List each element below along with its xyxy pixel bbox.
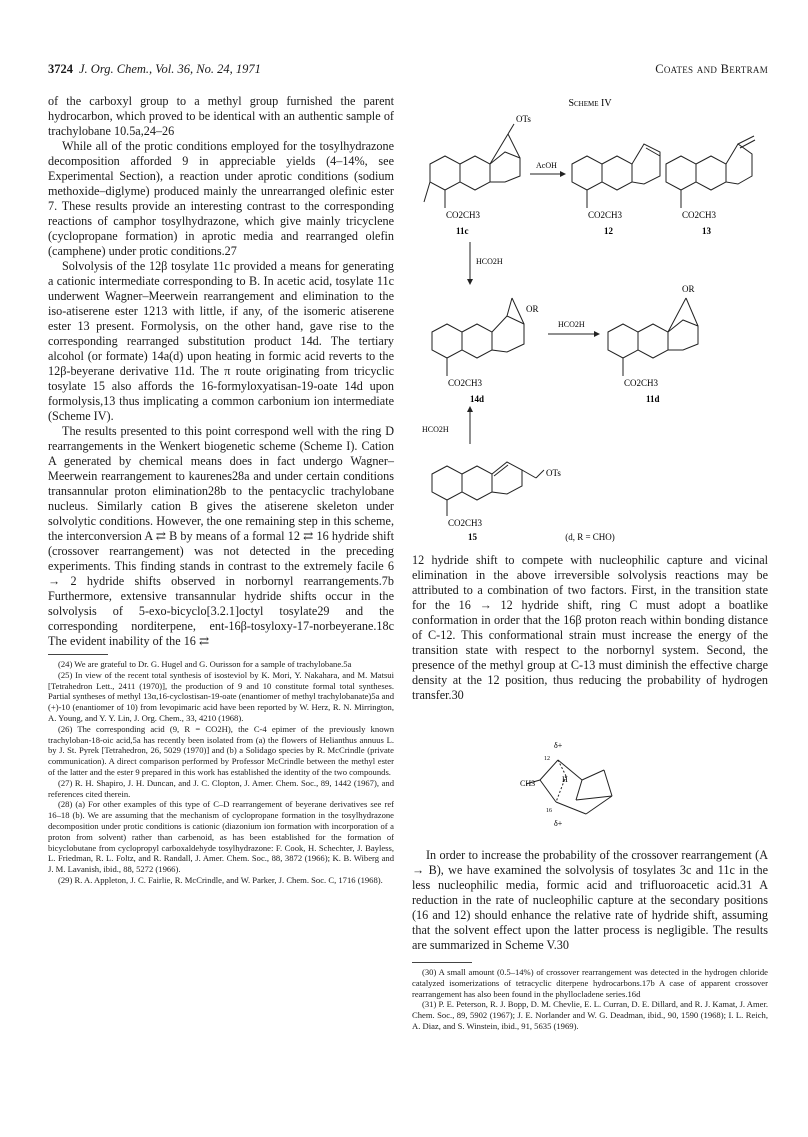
transition-state-figure [520, 742, 670, 842]
reagent-acoh: AcOH [536, 161, 557, 170]
label-ester-13: CO2CH3 [682, 210, 717, 220]
compound-12: 12 [604, 226, 613, 236]
reagent-hco2h-3: HCO2H [422, 425, 449, 434]
ts-delta-top: δ+ [554, 742, 563, 750]
compound-14d: 14d [470, 394, 485, 404]
ts-ch3: CH3 [520, 779, 536, 788]
left-column [48, 94, 394, 886]
compound-11d: 11d [646, 394, 660, 404]
transition-state-diagram [520, 742, 670, 842]
running-authors: Coates and Bertram [655, 62, 768, 76]
footnote: (31) P. E. Peterson, R. J. Bopp, D. M. Chevlie, E. L. Curran, D. E. Dillard, and R. J. Kamat, J. Amer. Chem. Soc., 89, 5902 (1967); J. E. Norlander and W. G. Deadman, ibid., 90, 1590 (1968); I. L. Reich, A. Diaz, and S. Winstein, ibid., 91, 5635 (1969). [412, 999, 768, 1031]
structure-14d [432, 298, 524, 376]
scheme-note: (d, R = CHO) [565, 532, 615, 542]
label-or-11d: OR [682, 284, 695, 294]
ts-skeleton [526, 760, 612, 814]
ts-c16: 16 [546, 808, 552, 814]
reagent-hco2h-1: HCO2H [476, 257, 503, 266]
scheme-title: Scheme IV [568, 98, 612, 109]
paragraph: 12 hydride shift to compete with nucleophilic capture and vicinal elimination in the above irreversible solvolysis reactions may be attributed to a combination of two factors. First, in the transition state for the 16 → 12 hydride shift, ring C must adopt a boatlike conformation in order that the 16β proton reach within bonding distance of C-12. This conformational strain must increase the energy of the transition state with respect to the norbornyl system. Second, the presence of the methyl group at C-13 must diminish the effective charge density at the 12 position, thus reducing the probability of hydrogen transfer.30 [412, 553, 768, 702]
page-header [48, 62, 768, 80]
page-number: 3724 [48, 62, 73, 76]
footnote: (30) A small amount (0.5–14%) of crossover rearrangement was detected in the hydrogen chloride catalyzed isomerizations of tetracyclic diterpene hydrocarbons.17b A case of apparent crossover rearrangement has also been found in the phyllocladene series.16d [412, 967, 768, 999]
structure-15 [432, 462, 544, 516]
ts-hydrogen: H [562, 775, 568, 784]
structure-11d [608, 298, 698, 376]
arrowhead [467, 406, 473, 412]
label-ester-12: CO2CH3 [588, 210, 623, 220]
compound-11c: 11c [456, 226, 469, 236]
right-column-upper [412, 553, 768, 703]
label-ots-15: OTs [546, 468, 561, 478]
arrowhead [467, 279, 473, 285]
ts-delta-bottom: δ+ [554, 819, 563, 828]
paragraph: While all of the protic conditions employed for the tosylhydrazone decomposition afforded 9 in appreciable yields (4–14%, see Experimental Section), a reaction under aprotic conditions (sodium methoxide–diglyme) produced mainly the unrearranged olefinic ester 7. These results provide an interesting contrast to the corresponding reactions of camphor tosylhydrazone, which give mainly tricyclene (cyclopropane formation) in aprotic media and rearranged olefin (camphene) under protic conditions.27 [48, 139, 394, 258]
footnote: (26) The corresponding acid (9, R = CO2H), the C-4 epimer of the previously known trachyloban-18-oic acid,5a has recently been isolated from (a) the flowers of Helianthus annuus L. by J. St. Pyrek [Tetrahedron, 26, 5029 (1970)] and (b) a Solidago species by R. McCrindle (private communication). A direct comparison performed by Professor McCrindle between the methyl ester of the latter and the ester 9 prepared in this work has established the identity of the two compounds. [48, 723, 394, 777]
label-or-14d: OR [526, 304, 539, 314]
footnote-divider [412, 962, 472, 963]
structure-12 [572, 144, 660, 208]
structure-11c [424, 124, 520, 208]
scheme-iv-figure [412, 94, 768, 544]
journal-citation: J. Org. Chem., Vol. 36, No. 24, 1971 [79, 62, 261, 76]
compound-13: 13 [702, 226, 711, 236]
label-ester-15: CO2CH3 [448, 518, 483, 528]
footnote: (24) We are grateful to Dr. G. Hugel and G. Ourisson for a sample of trachylobane.5a [58, 659, 352, 669]
paragraph: In order to increase the probability of the crossover rearrangement (A → B), we have examined the solvolysis of tosylates 3c and 11c in the less nucleophilic media, formic acid and trifluoroacetic acid.31 A reduction in the rate of nucleophilic capture at the secondary positions (16 and 12) should enhance the relative rate of hydride shift, assuming that the solvent effect upon the latter process is negligible. The results are summarized in Scheme V.30 [412, 848, 768, 952]
arrowhead [594, 331, 600, 337]
label-ester-14d: CO2CH3 [448, 378, 483, 388]
compound-15: 15 [468, 532, 477, 542]
header-left [48, 62, 261, 77]
footnote: (25) In view of the recent total synthesis of isosteviol by K. Mori, Y. Nakahara, and M. Matsui [Tetrahedron Lett., 2411 (1970)], the production of 9 and 10 constitute formal total syntheses. Partial syntheses of methyl 13α,16-cyclostisan-19-oate (enantiomer of methyl trachylobanate)5a and (+)-10 (enantiomer of 10) from levopimaric acid have been reported by W. Herz, R. N. Mirrington, A. Young, and Y. Y. Lin, J. Org. Chem., 33, 4210 (1968). [48, 669, 394, 723]
label-ester-11c: CO2CH3 [446, 210, 481, 220]
paragraph: Solvolysis of the 12β tosylate 11c provided a means for generating a cationic intermediate corresponding to B. In acetic acid, tosylate 11c underwent Wagner–Meerwein rearrangement and elimination to the iso-atiserene ester 1213 with little, if any, of the isomeric atiserene ester 13 present. Formolysis, on the other hand, gave rise to the corresponding rearranged substitution product 14d. The tertiary alcohol (or formate) 14a(d) upon heating in formic acid reverts to the 12β-beyerane derivative 11d. The π route originating from tricyclic tosylate 15 also affords the 16-formyloxyatisan-19-oate 14d upon formolysis,13 thus implicating a common carbonium ion intermediate (Scheme IV). [48, 259, 394, 423]
ts-c12: 12 [544, 756, 550, 762]
paragraph: of the carboxyl group to a methyl group furnished the parent hydrocarbon, which proved to be identical with an authentic sample of trachylobane 10.5a,24–26 [48, 94, 394, 138]
scheme-diagram [412, 94, 768, 544]
paragraph: The results presented to this point correspond well with the ring D rearrangements in the Wenkert biogenetic scheme (Scheme I). Cation A generated by chemical means does in fact undergo Wagner–Meerwein rearrangement to kaurenes28a and under certain conditions transannular proton elimination28b to the pentacyclic trachylobane nucleus. Similarly cation B gives the atiserene skeleton under solvolytic conditions. However, the one remaining step in this scheme, the interconversion A ⇄ B by means of a formal 12 ⇄ 16 hydride shift (crossover rearrangement) was not detected in the preceding experiments. This finding stands in contrast to the extremely facile 6 → 2 hydride shifts observed in norbornyl rearrangements.7b Furthermore, extensive transannular hydride shifts occur in the solvolysis of 5-exo-bicyclo[3.2.1]octyl tosylate29 and the corresponding norditerpene, ent-16β-tosyloxy-17-norbeyerane.18c The evident inability of the 16 ⇄ [48, 424, 394, 648]
footnote-divider [48, 654, 108, 655]
structure-13 [666, 136, 755, 208]
label-ots: OTs [516, 114, 531, 124]
footnote: (29) R. A. Appleton, J. C. Fairlie, R. McCrindle, and W. Parker, J. Chem. Soc. C, 1716 (1968). [58, 874, 383, 885]
footnote: (27) R. H. Shapiro, J. H. Duncan, and J. C. Clopton, J. Amer. Chem. Soc., 89, 1442 (1967), and references cited therein. [48, 777, 394, 799]
footnote: (28) (a) For other examples of this type of C–D rearrangement of beyerane derivatives see ref 16–18 (b). We are assuming that the mechanism of cyclopropane formation in the tosylhydrazone decomposition under protic conditions is cationic (diazonium ion formation with incorporation of a proton from solvent) rather than carbenoid, as has been established for the formation of bicyclobutane from cyclopropyl carboxaldehyde tosylhydrazone: F. Cook, H. Schechter, J. Bayless, L. Friedman, R. L. Foltz, and R. Randall, J. Amer. Chem. Soc., 88, 3872 (1966); K. B. Wiberg and J. M. Lavanish, ibid., 88, 5272 (1966). [48, 799, 394, 875]
label-ester-11d: CO2CH3 [624, 378, 659, 388]
reagent-hco2h-2: HCO2H [558, 320, 585, 329]
right-column-lower [412, 848, 768, 1032]
arrowhead [560, 171, 566, 177]
